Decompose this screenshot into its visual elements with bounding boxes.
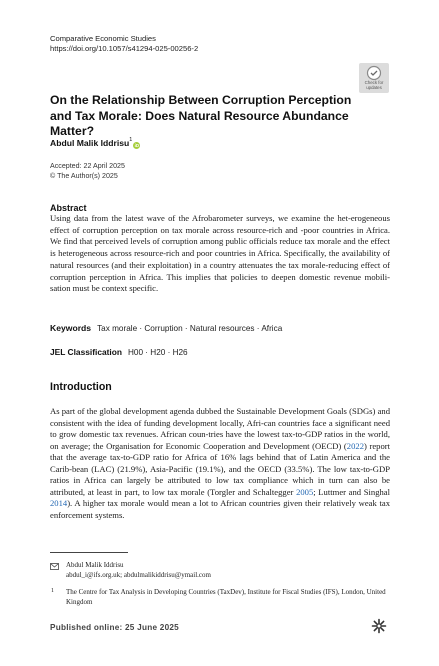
accepted-date: Accepted: 22 April 2025 <box>50 162 125 170</box>
footnote-rule <box>50 552 128 553</box>
doi-link[interactable]: https://doi.org/10.1057/s41294-025-00256-2 <box>50 44 199 53</box>
corresponding-author <box>66 561 386 580</box>
corresponding-author-email[interactable]: abdul_i@ifs.org.uk; abdulmalikiddrisu@ymail.com <box>66 570 211 579</box>
affiliation-number: 1 <box>51 588 54 594</box>
keywords-list: Tax morale · Corruption · Natural resources · Africa <box>97 324 283 333</box>
citation-link[interactable]: 2005 <box>296 486 314 497</box>
article-dates <box>50 161 125 181</box>
published-online: Published online: 25 June 2025 <box>50 623 179 632</box>
journal-header <box>50 34 198 54</box>
envelope-icon <box>50 563 59 570</box>
orcid-icon[interactable]: iD <box>134 142 140 148</box>
abstract-heading: Abstract <box>50 203 87 213</box>
introduction-heading: Introduction <box>50 381 112 393</box>
title-line-1: On the Relationship Between Corruption Perception <box>50 93 352 107</box>
copyright-line: © The Author(s) 2025 <box>50 172 118 180</box>
affiliation-text: The Centre for Tax Analysis in Developing Countries (TaxDev), Institute for Fiscal Studies (IFS), London, United Kingdom <box>66 588 386 606</box>
abstract-text: Using data from the latest wave of the Afrobarometer surveys, we examine the het-erogeneous effect of corruption perception on tax morale across resource-rich and -poor countries in Africa. We find that perceived levels of corruption among public officials reduce tax morale and the effect is heterogeneous across resource-rich and poor countries in Africa. Specifically, the availability of natural resources (and their exploitation) in a country attenuates the tax morale-reducing effect of corruption perception in Africa. This implies that policies to deepen domestic revenue mobili-sation must be context specific. <box>50 213 390 294</box>
title-line-2: and Tax Morale: Does Natural Resource Abundance Matter? <box>50 108 349 139</box>
citation-link[interactable]: 2014 <box>50 498 68 509</box>
author-name[interactable]: Abdul Malik Iddrisu <box>50 138 130 148</box>
keywords-label: Keywords <box>50 323 92 333</box>
check-for-updates-label: Check for updates <box>364 80 384 90</box>
author-affiliation-marker: 1 <box>129 137 133 143</box>
author-line <box>50 138 140 149</box>
springer-logo-icon <box>371 618 387 634</box>
jel-label: JEL Classification <box>50 347 122 357</box>
jel-classification <box>50 347 188 357</box>
citation-link[interactable]: 2022 <box>346 440 364 451</box>
jel-codes: H00 · H20 · H26 <box>128 348 188 357</box>
introduction-text: As part of the global development agenda dubbed the Sustainable Development Goals (SDGs) and consistent with the idea of funding development locally, Afri-can countries face a significant need to grow domestic tax revenues. African coun-tries have the lowest tax-to-GDP ratios in the world, on average; the Organisation for Economic Cooperation and Development (OECD) (2022) report that the average tax-to-GDP ratio for Africa of 16% lags behind that of Latin America and the Carib-bean (LAC) (21.9%), Asia-Pacific (19.1%), and the OECD (33.5%). The low tax-to-GDP ratios in Africa can largely be attributed to low tax compliance which in turn can also be attributed, at least in part, to low tax morale (Torgler and Schaltegger 2005; Luttmer and Singhal 2014). A higher tax morale would mean a lot to African countries given their relatively weak tax enforcement systems. <box>50 406 390 520</box>
paper-title <box>50 93 380 140</box>
keywords <box>50 323 390 333</box>
journal-name: Comparative Economic Studies <box>50 34 156 43</box>
corresponding-author-name: Abdul Malik Iddrisu <box>66 561 124 569</box>
